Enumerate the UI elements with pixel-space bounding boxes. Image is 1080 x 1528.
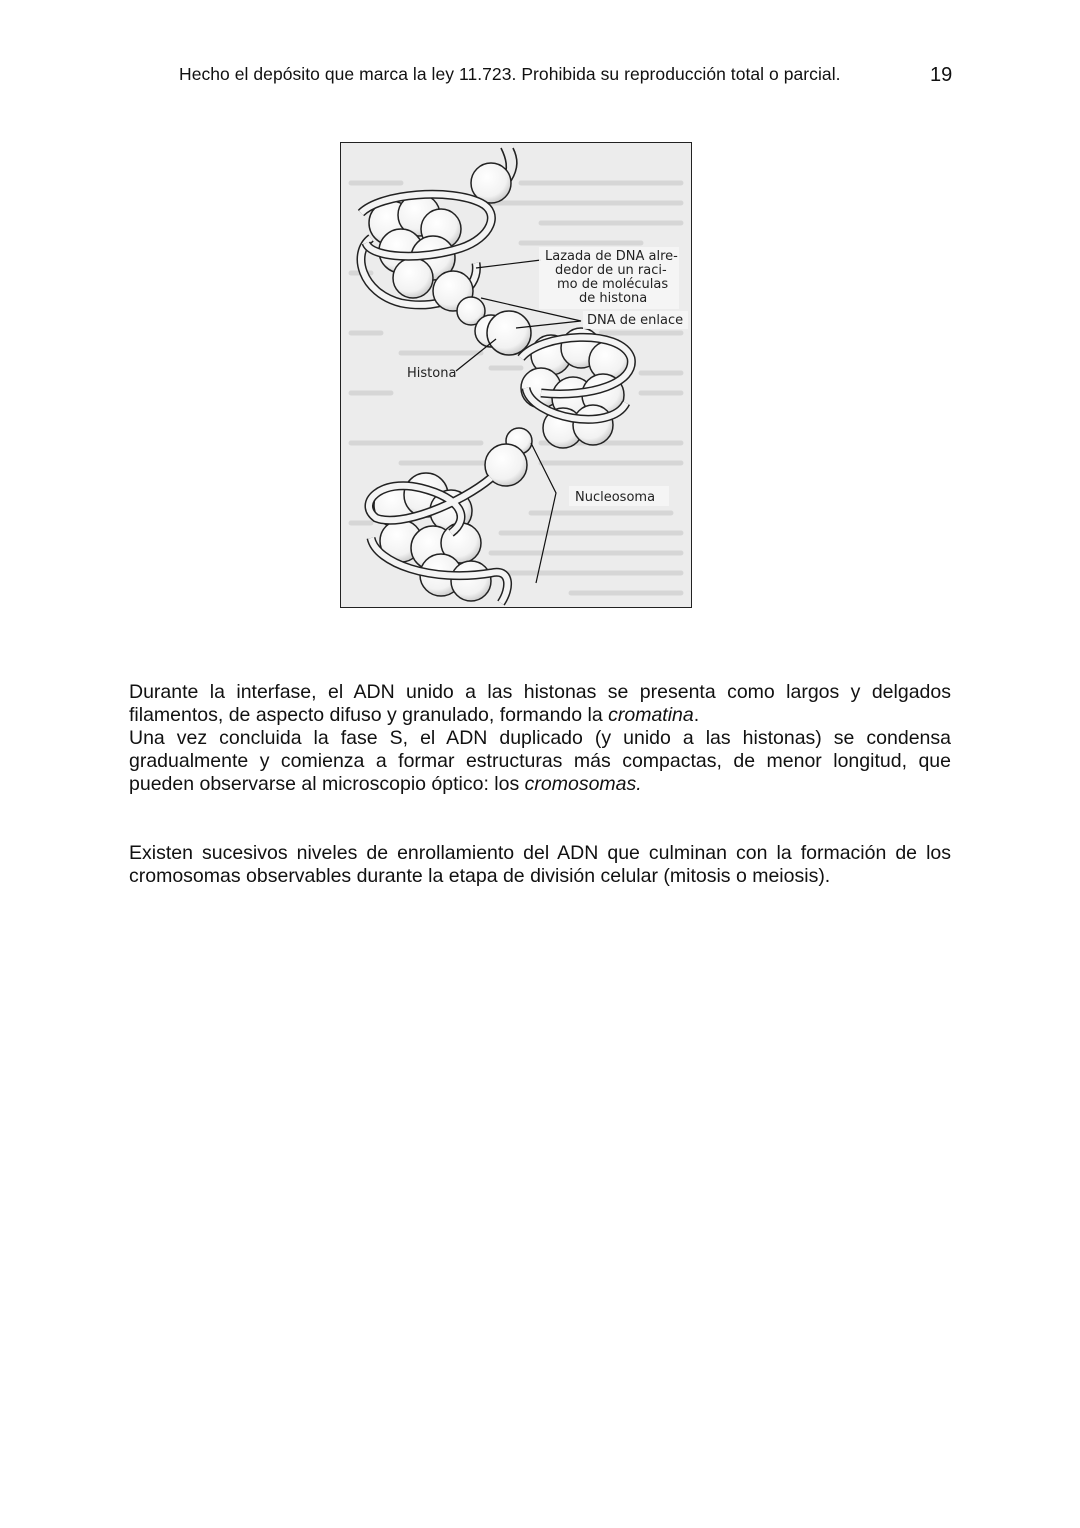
body-paragraph-3: Existen sucesivos niveles de enrollamiento del ADN que culminan con la formación de los cromosomas observables durante la etapa de división celular (mitosis o meiosis).	[129, 842, 951, 887]
nucleosome-2	[521, 328, 631, 448]
body-paragraph-1	[129, 681, 951, 796]
linker-histone-middle	[457, 297, 531, 355]
label-dna-loop-line1: Lazada de DNA alre-	[545, 249, 678, 264]
label-dna-loop-line4: de histona	[579, 291, 648, 306]
paragraph-2-text: Una vez concluida la fase S, el ADN duplicado (y unido a las histonas) se condensa gradualmente y comienza a formar estructuras más compactas, de menor longitud, que pueden observarse al microscopio óptico: los	[129, 727, 951, 795]
label-dna-loop-line3: mo de moléculas	[557, 277, 669, 292]
term-cromosomas: cromosomas.	[524, 773, 642, 795]
paragraph-1-text: Durante la interfase, el ADN unido a las histonas se presenta como largos y delgados filamentos, de aspecto difuso y granulado, formando la	[129, 681, 951, 726]
copyright-header: Hecho el depósito que marca la ley 11.723. Prohibida su reproducción total o parcial.	[179, 64, 841, 84]
nucleosome-3	[369, 473, 508, 603]
nucleosome-1	[361, 194, 491, 311]
linker-histone-lower	[485, 428, 532, 486]
nucleosome-figure	[340, 142, 692, 608]
label-histone: Histona	[407, 366, 457, 381]
label-nucleosome: Nucleosoma	[575, 490, 656, 505]
page-number: 19	[930, 64, 953, 86]
label-dna-loop-line2: dedor de un raci-	[555, 263, 667, 278]
label-linker-dna: DNA de enlace	[587, 313, 684, 328]
paragraph-1-end: .	[693, 704, 700, 726]
term-cromatina: cromatina	[608, 704, 694, 726]
